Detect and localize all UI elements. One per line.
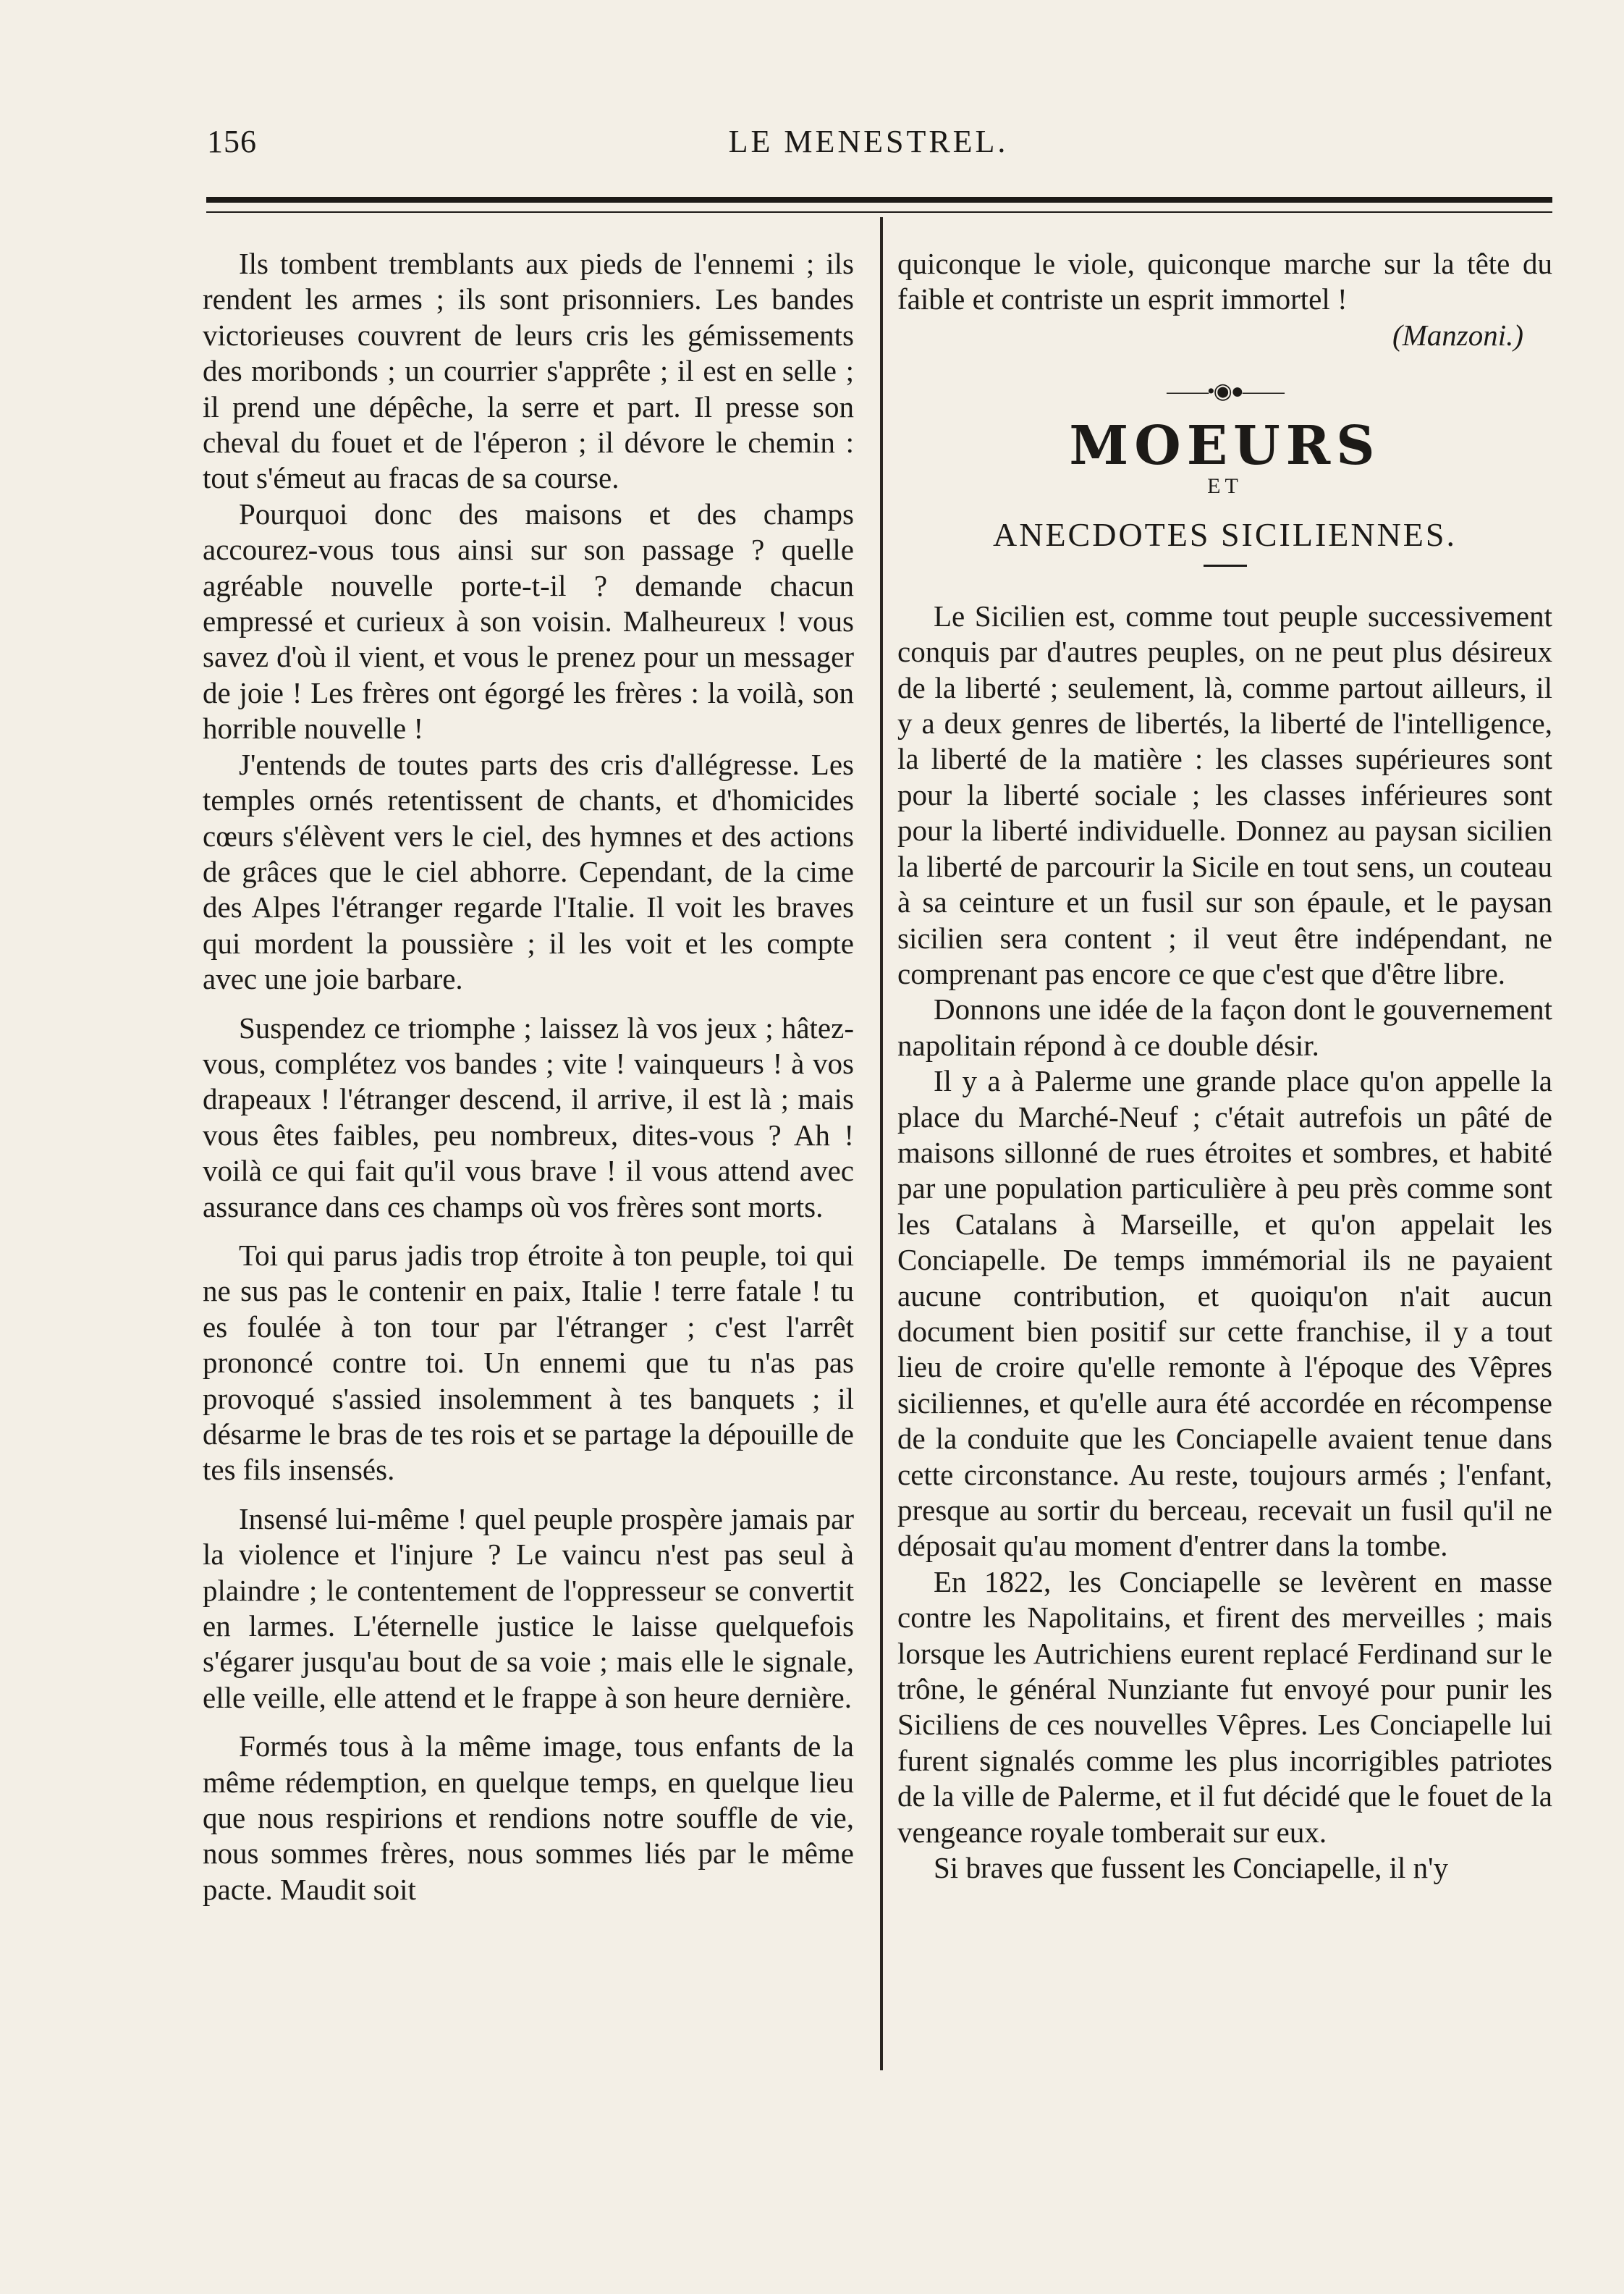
left-paragraph-3: J'entends de toutes parts des cris d'allégresse. Les temples ornés retentissent de chants, et d'homicides cœurs s'élèvent vers le ciel, des hymnes et des actions de grâces que le ciel abhorre. Cependant, de la cime des Alpes l'étranger regarde l'Italie. Il voit les braves qui mordent la poussière ; il les voit et les compte avec une joie barbare. [203,747,854,996]
left-paragraph-6: Insensé lui-même ! quel peuple prospère jamais par la violence et l'injure ? Le vaincu n'est pas seul à plaindre ; le contentement de l'oppresseur se convertit en larmes. L'éternelle justice le laisse quelquefois s'égarer jusqu'au bout de sa voie ; mais elle le signale, elle veille, elle attend et le frappe à son heure dernière. [203,1501,854,1714]
running-title: LE MENESTREL. [728,124,1009,159]
ornament-divider: ——•◉●—— [1167,379,1283,404]
left-paragraph-4: Suspendez ce triomphe ; laissez là vos jeux ; hâtez-vous, complétez vos bandes ; vite ! vainqueurs ! à vos drapeaux ! l'étranger descend, il arrive, il est là ; mais vous êtes faibles, peu nombreux, dites-vous ? Ah ! voilà ce qui fait qu'il vous brave ! il vous attend avec assurance dans ces champs où vos frères sont morts. [203,1011,854,1223]
page-header [195,123,1541,166]
right-paragraph-5: Si braves que fussent les Conciapelle, il n'y [934,1851,1449,1885]
right-column [897,246,1552,1886]
left-paragraph-2: Pourquoi donc des maisons et des champs accourez-vous tous ainsi sur son passage ? quelle agréable nouvelle porte-t-il ? demande chacun empressé et curieux à son voisin. Malheureux ! vous savez d'où il vient, et vous le prenez pour un messager de joie ! Les frères ont égorgé les frères : la voilà, son horrible nouvelle ! [203,497,854,746]
header-rule-thick [206,197,1552,203]
right-paragraph-3: Il y a à Palerme une grande place qu'on appelle la place du Marché-Neuf ; c'était autrefois un pâté de maisons sillonné de rues étroites et sombres, et habité par une population particulière à peu près comme sont les Catalans à Marseille, et qu'on appelait les Conciapelle. De temps immémorial ils ne payaient aucune contribution, et quoiqu'on n'ait aucun document bien positif sur cette franchise, il y a tout lieu de croire qu'elle remonte à l'époque des Vêpres siciliennes, et qu'elle aura été accordée en récompense de la conduite que les Conciapelle avaient tenue dans cette circonstance. Au reste, toujours armés ; l'enfant, presque au sortir du berceau, recevait un fusil qu'il ne déposait qu'au moment d'entrer dans la tombe. [897,1064,1552,1563]
attribution: (Manzoni.) [1392,318,1523,352]
poem-continuation: quiconque le viole, quiconque marche sur la tête du faible et contriste un esprit immortel ! [897,247,1552,316]
column-divider [880,217,883,2070]
section-short-rule [1204,565,1247,567]
section-et: ET [1207,474,1243,499]
left-paragraph-7: Formés tous à la même image, tous enfants de la même rédemption, en quelque temps, en quelque lieu que nous respirions et rendions notre souffle de vie, nous sommes frères, nous sommes liés par le même pacte. Maudit soit [203,1729,854,1906]
section-subtitle: ANECDOTES SICILIENNES. [993,516,1457,554]
right-paragraph-4: En 1822, les Conciapelle se levèrent en masse contre les Napolitains, et firent des merveilles ; mais lorsque les Autrichiens eurent replacé Ferdinand sur le trône, le général Nunziante fut envoyé pour punir les Siciliens de ces nouvelles Vêpres. Les Conciapelle lui furent signalés comme les plus incorrigibles patriotes de la ville de Palerme, et il fut décidé que le fouet de la vengeance royale tomberait sur eux. [897,1564,1552,1849]
page-number: 156 [207,124,257,159]
right-paragraph-1: Le Sicilien est, comme tout peuple successivement conquis par d'autres peuples, on ne peut plus désireux de la liberté ; seulement, là, comme partout ailleurs, il y a deux genres de libertés, la liberté de l'intelligence, la liberté de la matière : les classes supérieures sont pour la liberté sociale ; les classes inférieures sont pour la liberté individuelle. Donnez au paysan sicilien la liberté de parcourir la Sicile en tout sens, un couteau à sa ceinture et un fusil sur son épaule, et le paysan sicilien sera content ; il veut être indépendant, ne comprenant pas encore ce que c'est que d'être libre. [897,599,1552,990]
right-paragraph-2: Donnons une idée de la façon dont le gouvernement napolitain répond à ce double désir. [897,992,1552,1062]
left-column [203,246,854,1907]
left-paragraph-5: Toi qui parus jadis trop étroite à ton peuple, toi qui ne sus pas le contenir en paix, Italie ! terre fatale ! tu es foulée à ton tour par l'étranger ; c'est l'arrêt prononcé contre toi. Un ennemi que tu n'as pas provoqué s'assied insolemment à tes banquets ; il désarme le bras de tes rois et se partage la dépouille de tes fils insensés. [203,1238,854,1487]
header-rule-thin [206,211,1552,213]
section-title: MOEURS [1069,414,1381,477]
left-paragraph-1: Ils tombent tremblants aux pieds de l'ennemi ; ils rendent les armes ; ils sont prisonniers. Les bandes victorieuses couvrent de leurs cris les gémissements des moribonds ; un courrier s'apprête ; il est en selle ; il prend une dépêche, la serre et part. Il presse son cheval du fouet et de l'éperon ; il dévore le chemin : tout s'émeut au fracas de sa course. [203,247,854,495]
